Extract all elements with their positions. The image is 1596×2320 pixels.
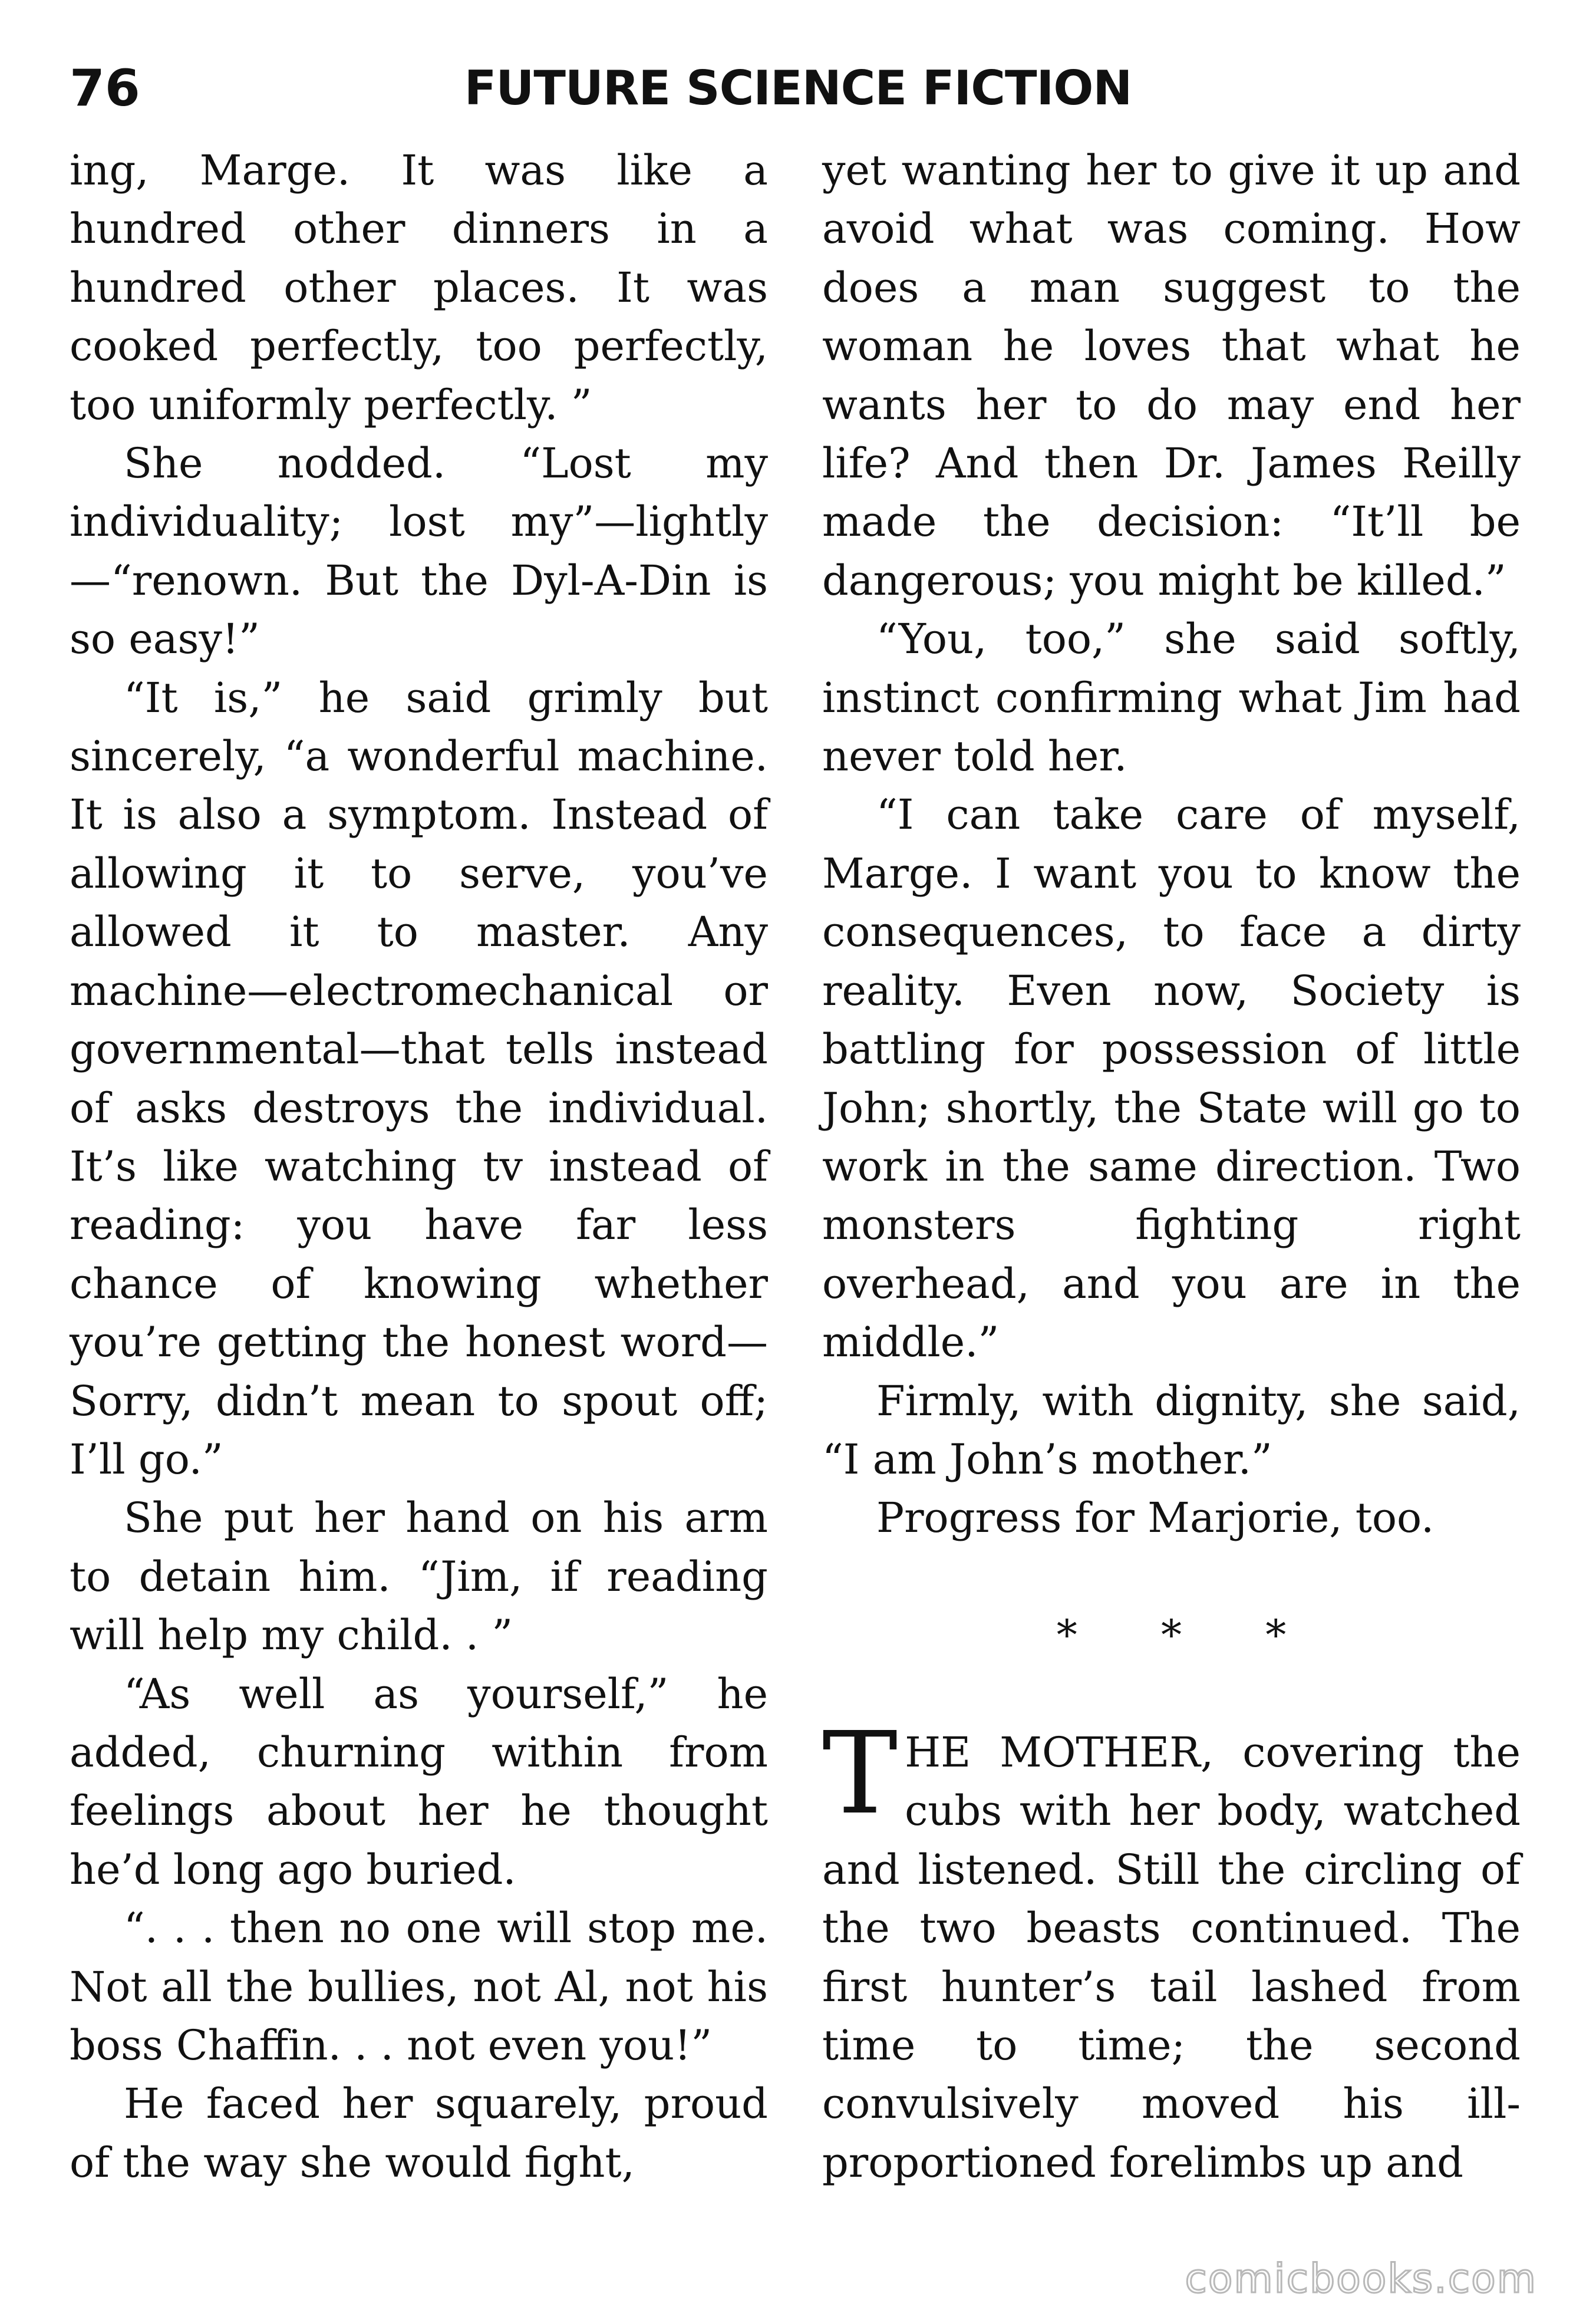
paragraph: Firmly, with dignity, she said, “I am John’s mother.” xyxy=(822,1376,1521,1484)
running-title: FUTURE SCIENCE FICTION xyxy=(464,61,1132,116)
paragraph: “It is,” he said grimly but sincerely, “a wonderful machine. It is also a symptom. Instead of allowing it to serve, you’ve allowed it to master. Any machine—electromechanical or governmental—that tells instead of asks destroys the individual. It’s like watching tv instead of reading: you have far less chance of knowing whether you’re getting the honest word— Sorry, didn’t mean to spout off; I’ll go.” xyxy=(70,673,768,1484)
page-header xyxy=(70,56,1526,121)
paragraph: She put her hand on his arm to detain him. “Jim, if reading will help my child. . ” xyxy=(70,1494,768,1660)
paragraph: He faced her squarely, proud of the way she would fight, xyxy=(70,2080,768,2187)
paragraph: Progress for Marjorie, too. xyxy=(876,1494,1435,1543)
right-column xyxy=(822,141,1521,2192)
paragraph: She nodded. “Lost my individuality; lost my”—lightly—“renown. But the Dyl-A-Din is so easy!” xyxy=(70,439,768,664)
paragraph: “. . . then no one will stop me. Not all the bullies, not Al, not his boss Chaffin. . . not even you!” xyxy=(70,1904,768,2069)
paragraph-text: HE MOTHER, covering the cubs with her body, watched and listened. Still the circling of the two beasts continued. The first hunter’s tail lashed from time to time; the second convulsively moved his ill-proportioned forelimbs up and xyxy=(822,1728,1521,2187)
section-separator: * * * xyxy=(1056,1611,1322,1660)
drop-cap: T xyxy=(822,1708,898,1840)
page-number: 76 xyxy=(70,59,140,118)
left-column xyxy=(70,141,768,2192)
paragraph: “I can take care of myself, Marge. I want you to know the consequences, to face a dirty reality. Even now, Society is battling for possession of little John; shortly, the State will go to work in the same direction. Two monsters fighting right overhead, and you are in the middle.” xyxy=(822,790,1521,1367)
paragraph: yet wanting her to give it up and avoid what was coming. How does a man suggest to the woman he loves that what he wants her to do may end her life? And then Dr. James Reilly made the decision: “It’ll be dangerous; you might be killed.” xyxy=(822,146,1521,605)
paragraph: ing, Marge. It was like a hundred other dinners in a hundred other places. It was cooked perfectly, too perfectly, too uniformly perfectly. ” xyxy=(70,146,768,429)
section-opening-paragraph xyxy=(822,1708,1521,2192)
watermark: comicbooks.com xyxy=(1185,2256,1537,2302)
paragraph: “As well as yourself,” he added, churning within from feelings about her he thought he’d long ago buried. xyxy=(70,1669,768,1894)
paragraph: “You, too,” she said softly, instinct confirming what Jim had never told her. xyxy=(822,615,1521,781)
